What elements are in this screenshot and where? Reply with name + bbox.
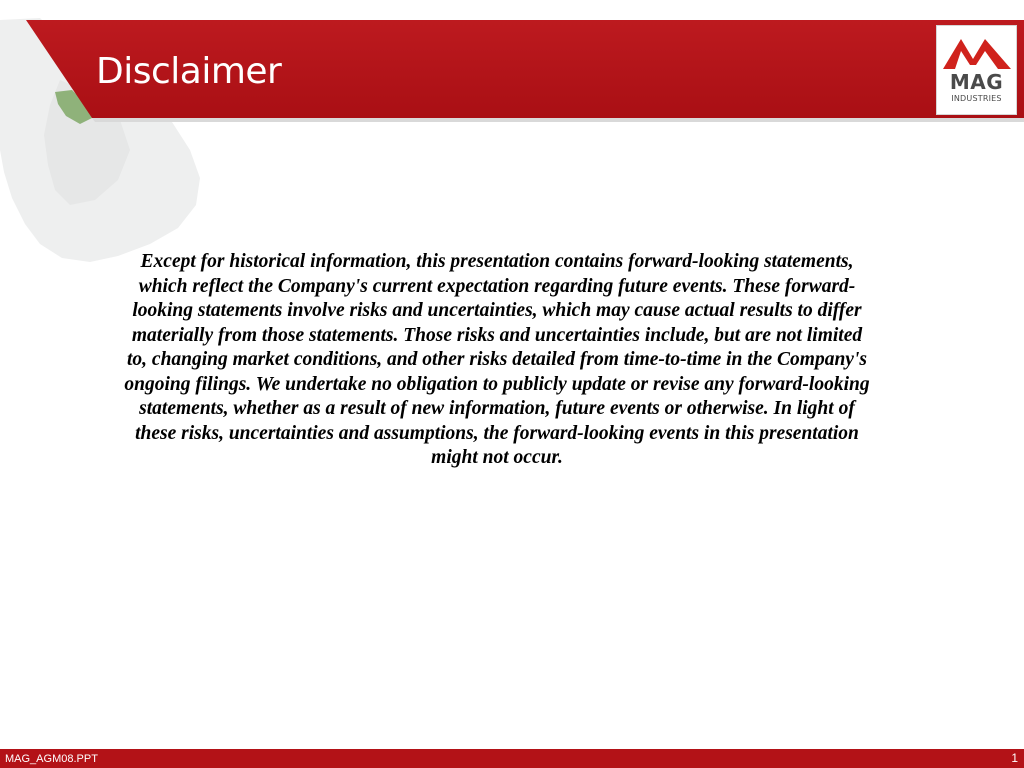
slide-title: Disclaimer <box>96 51 282 92</box>
mountain-logo-icon <box>943 33 1011 69</box>
footer-filename: MAG_AGM08.PPT <box>5 753 98 765</box>
logo-wordmark: MAG <box>949 70 1004 94</box>
footer-bar <box>0 749 1024 768</box>
page-number: 1 <box>1011 751 1018 765</box>
company-logo <box>936 25 1017 115</box>
disclaimer-body: Except for historical information, this presentation contains forward-looking statements, which reflect the Company's current expectation regarding future events. These forward-looking statements involve risks and uncertainties, which may cause actual results to differ materially from those statements. Those risks and uncertainties include, but are not limited to, changing market conditions, and other risks detailed from time-to-time in the Company's ongoing filings. We undertake no obligation to publicly update or revise any forward-looking statements, whether as a result of new information, future events or otherwise. In light of these risks, uncertainties and assumptions, the forward-looking events in this presentation might not occur. <box>124 251 870 468</box>
logo-subtitle: INDUSTRIES <box>951 94 1002 103</box>
